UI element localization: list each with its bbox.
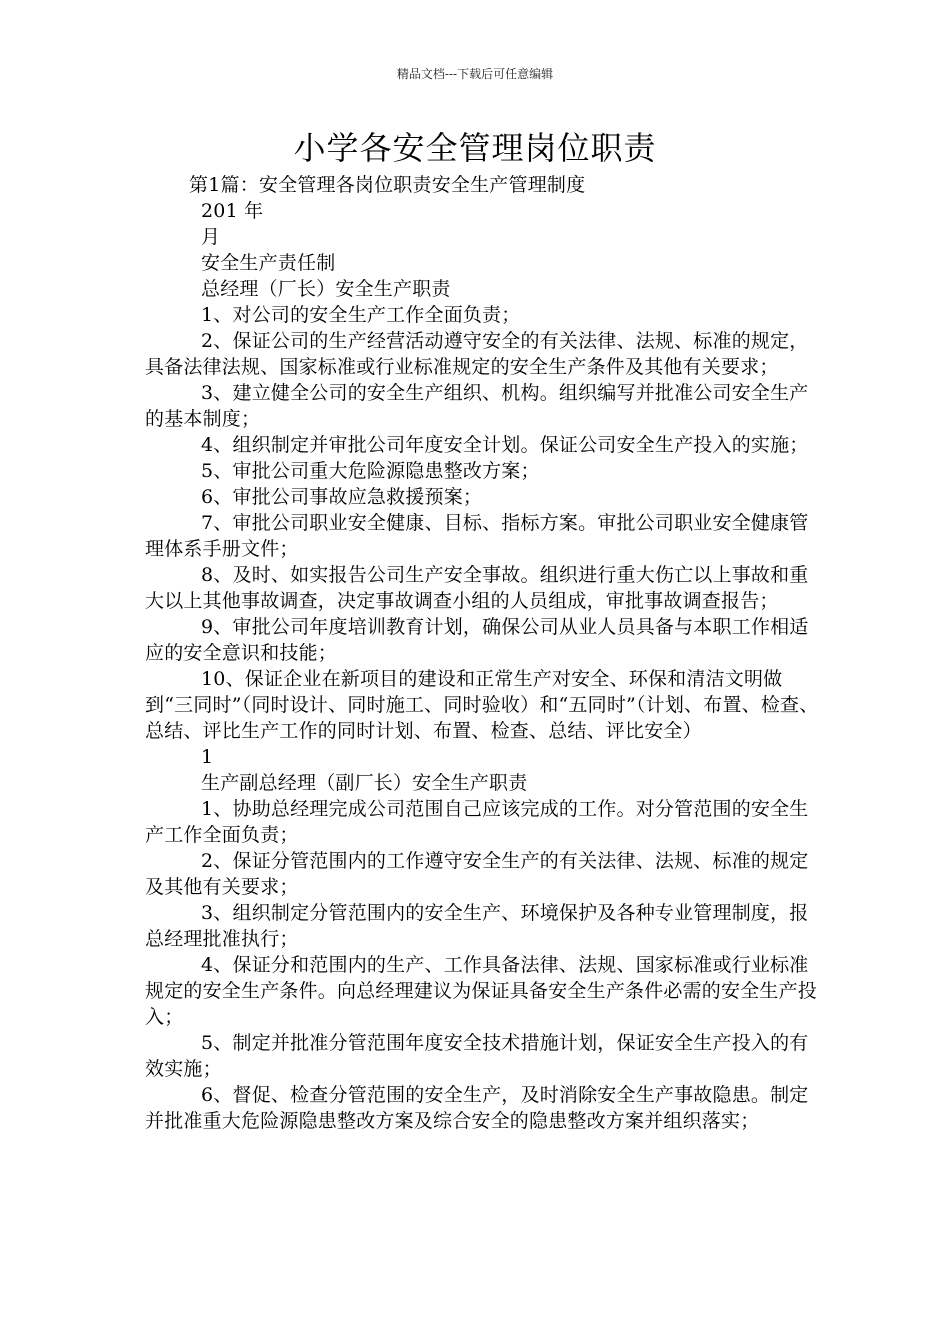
gm-duty-3: 3、建立健全公司的安全生产组织、机构。组织编写并批准公司安全生产的基本制度； (145, 382, 809, 430)
vp-duty-5: 5、制定并批准分管范围年度安全技术措施计划，保证安全生产投入的有效实施； (145, 1032, 809, 1080)
date-year: 201 年 (201, 200, 264, 222)
header-note: 精品文档---下载后可任意编辑 (396, 67, 554, 81)
gm-duty-1: 1、对公司的安全生产工作全面负责； (201, 304, 521, 326)
vp-duty-3: 3、组织制定分管范围内的安全生产、环境保护及各种专业管理制度，报总经理批准执行； (145, 902, 809, 950)
gm-duty-7: 7、审批公司职业安全健康、目标、指标方案。审批公司职业安全健康管理体系手册文件； (145, 512, 809, 560)
vp-duty-2: 2、保证分管范围内的工作遵守安全生产的有关法律、法规、标准的规定及其他有关要求； (145, 850, 809, 898)
document-title: 小学各安全管理岗位职责 (293, 129, 657, 167)
gm-duty-9: 9、审批公司年度培训教育计划，确保公司从业人员具备与本职工作相适应的安全意识和技能； (145, 616, 809, 664)
gm-section-title: 总经理（厂长）安全生产职责 (201, 278, 451, 300)
vp-duty-4: 4、保证分和范围内的生产、工作具备法律、法规、国家标准或行业标准规定的安全生产条件。向总经理建议为保证具备安全生产条件必需的安全生产投入； (145, 954, 818, 1028)
page-mark: 1 (201, 746, 214, 768)
vp-section-title: 生产副总经理（副厂长）安全生产职责 (201, 772, 528, 794)
section-system: 安全生产责任制 (201, 252, 336, 274)
vp-duty-6: 6、督促、检查分管范围的安全生产，及时消除安全生产事故隐患。制定并批准重大危险源隐患整改方案及综合安全的隐患整改方案并组织落实； (145, 1084, 809, 1132)
gm-duty-4: 4、组织制定并审批公司年度安全计划。保证公司安全生产投入的实施； (201, 434, 809, 456)
vp-duty-1: 1、协助总经理完成公司范围自己应该完成的工作。对分管范围的安全生产工作全面负责； (145, 798, 809, 846)
gm-duty-5: 5、审批公司重大危险源隐患整改方案； (201, 460, 540, 482)
gm-duty-2: 2、保证公司的生产经营活动遵守安全的有关法律、法规、标准的规定，具备法律法规、国家标准或行业标准规定的安全生产条件及其他有关要求； (145, 330, 809, 378)
gm-duty-6: 6、审批公司事故应急救援预案； (201, 486, 483, 508)
gm-duty-10: 10、保证企业在新项目的建设和正常生产对安全、环保和清洁文明做到“三同时”（同时设计、同时施工、同时验收）和“五同时”（计划、布置、检查、总结、评比生产工作的同时计划、布置、检查、总结、评比安全） (145, 668, 819, 742)
gm-duty-8: 8、及时、如实报告公司生产安全事故。组织进行重大伤亡以上事故和重大以上其他事故调查，决定事故调查小组的人员组成，审批事故调查报告； (145, 564, 809, 612)
date-month: 月 (201, 226, 221, 248)
document-body (145, 172, 825, 1134)
chapter-heading: 第1篇：安全管理各岗位职责安全生产管理制度 (189, 174, 586, 196)
